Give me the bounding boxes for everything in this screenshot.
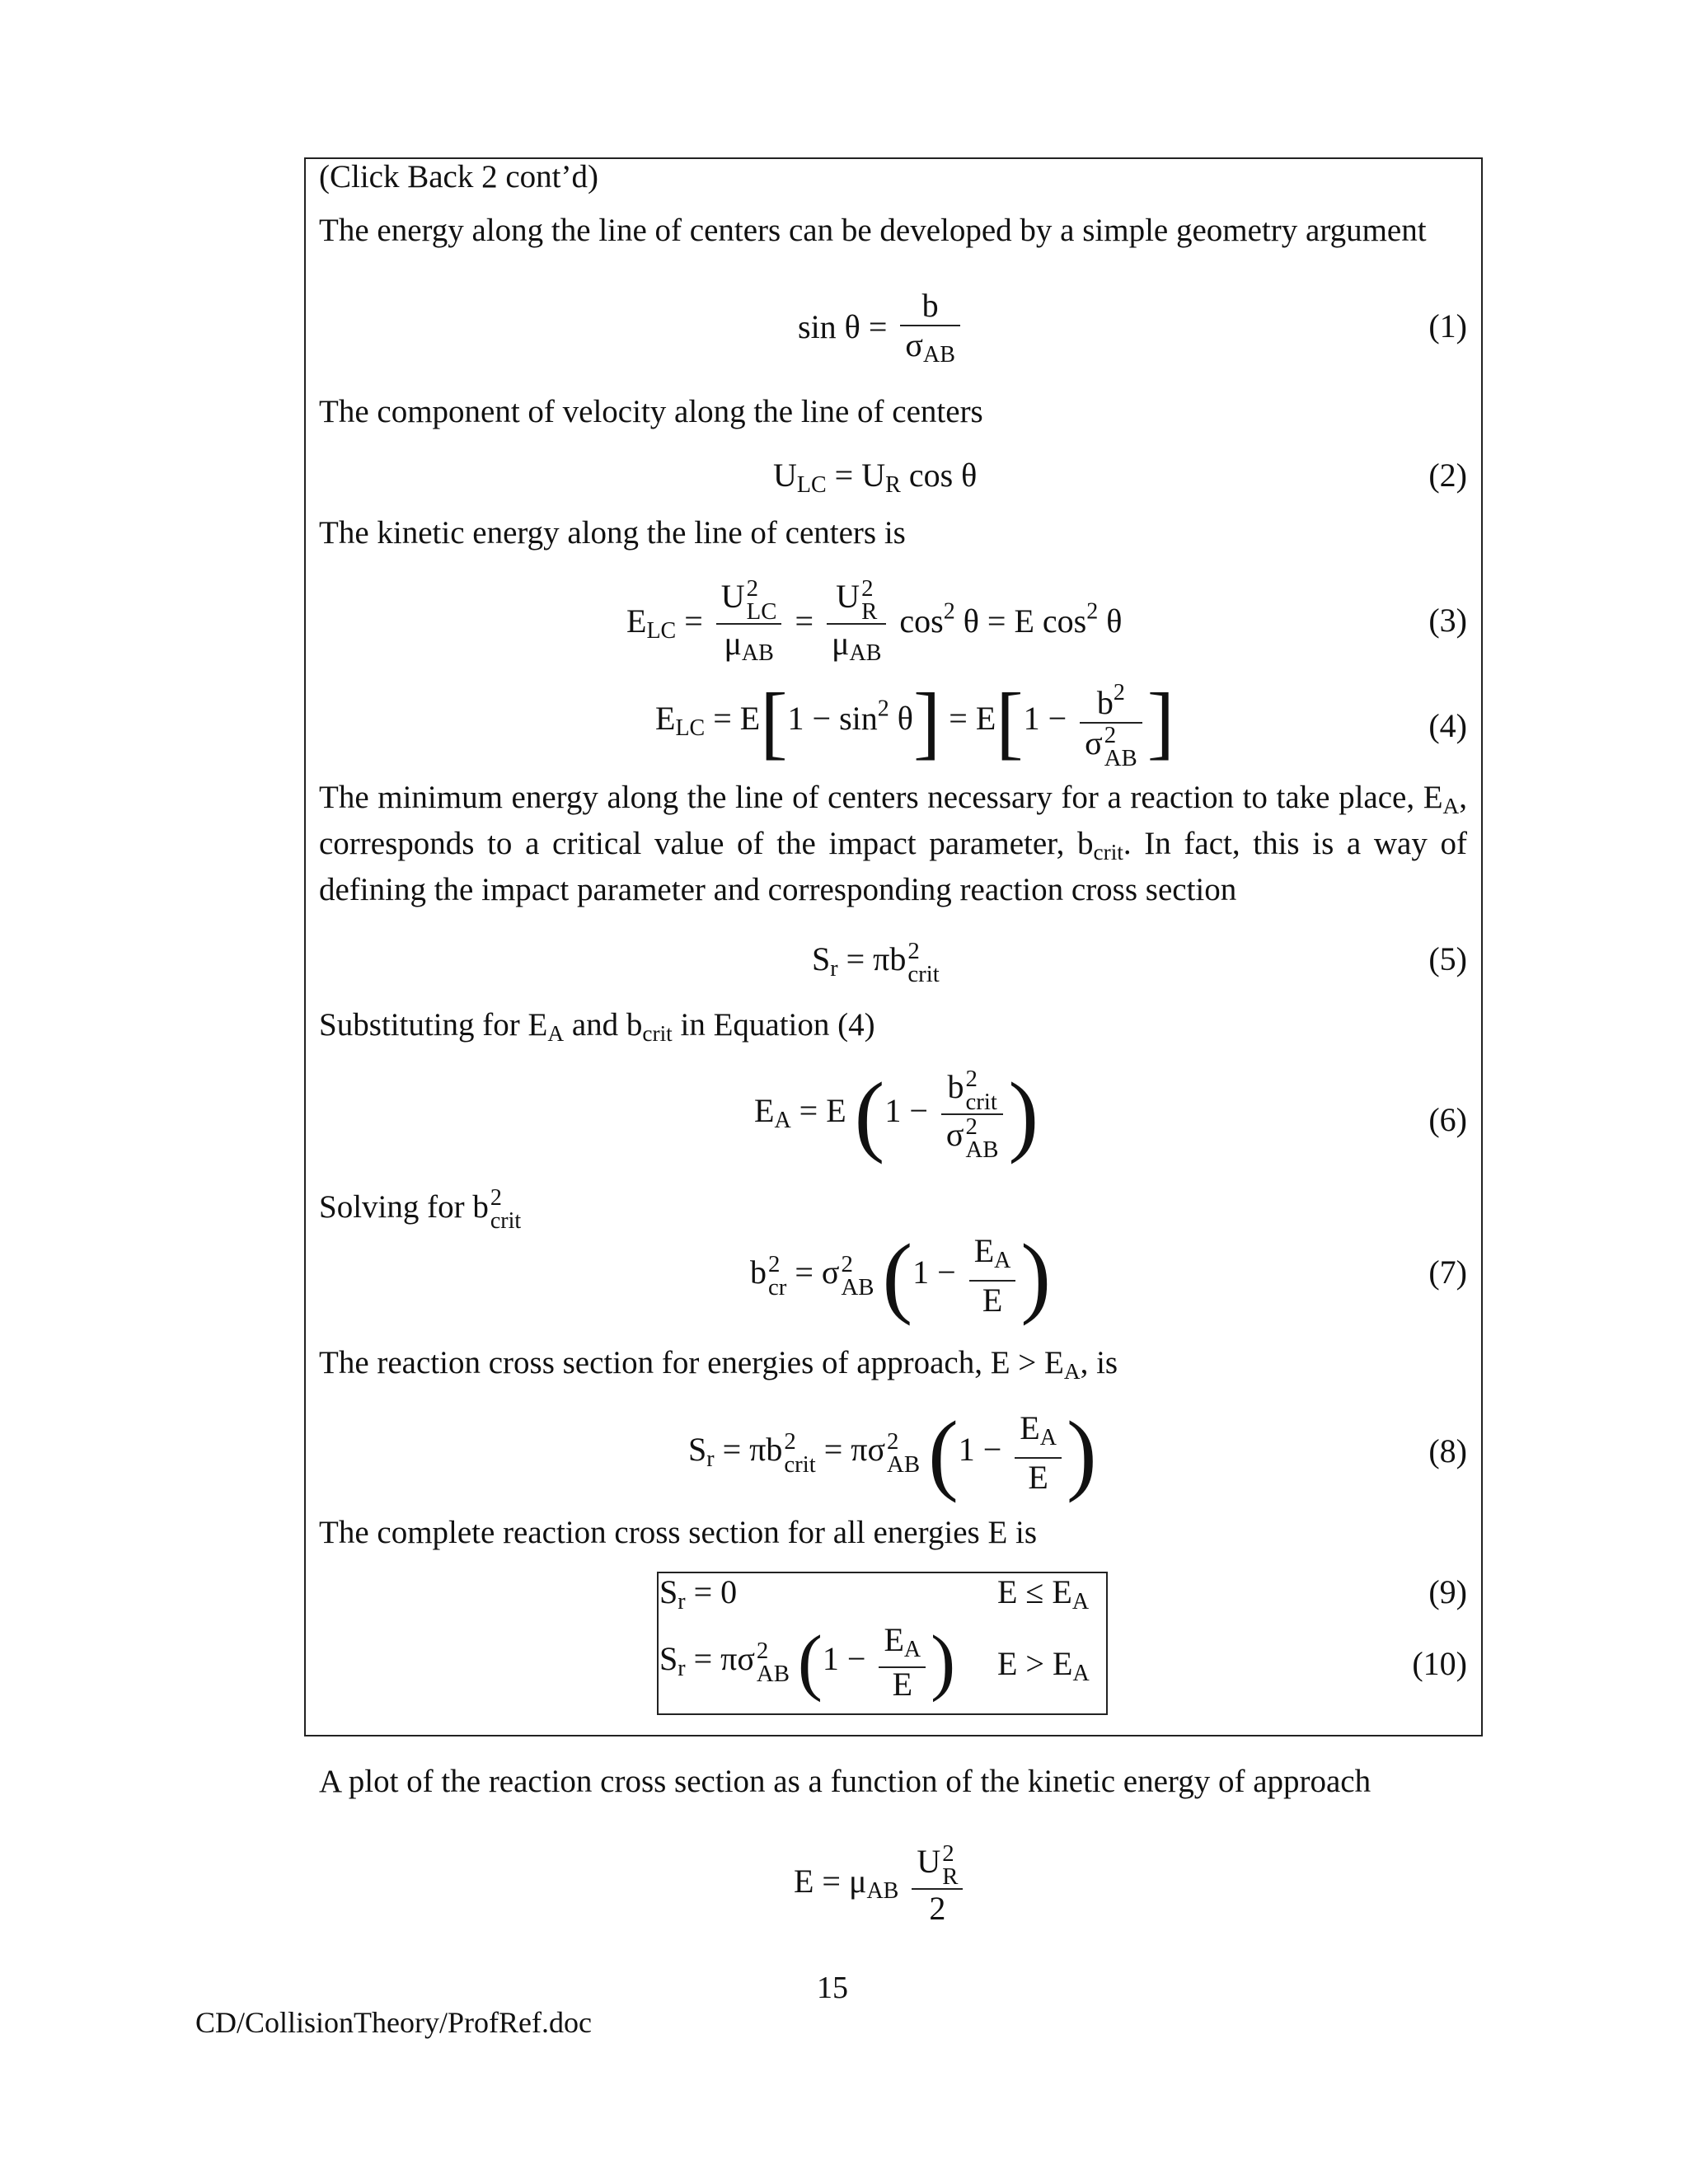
- equation-9-condition: $E \le E_A$: [997, 1573, 1090, 1615]
- paragraph-kinetic: The kinetic energy along the line of centers is: [319, 515, 906, 551]
- equation-4: $E_{LC} = E[1 - \sin^2 \theta] = E[1$ − $b^2$ σ2 AB ]: [655, 675, 1175, 771]
- eq8-fraction: $\frac{E_A}{E}$: [1015, 1409, 1062, 1497]
- equation-number-9: (9): [1428, 1573, 1467, 1610]
- paragraph-solving: Solving for b2 crit: [319, 1185, 522, 1234]
- equation-2: $U_{LC} = U_R$ cos θ: [773, 457, 978, 498]
- paragraph-complete: The complete reaction cross section for all energies E is: [319, 1515, 1038, 1550]
- box-header: (Click Back 2 cont’d): [319, 159, 598, 194]
- paragraph-velocity: The component of velocity along the line of centers: [319, 394, 983, 429]
- eq1-numerator: b: [900, 287, 959, 326]
- paragraph-geometry: The energy along the line of centers can be developed by a simple geometry argument: [319, 213, 1427, 248]
- equation-number-2: (2): [1428, 457, 1467, 494]
- paragraph-plot: A plot of the reaction cross section as a function of the kinetic energy of approach: [319, 1764, 1372, 1799]
- paragraph-approach-energies: The reaction cross section for energies of approach, $E > E_A$, is: [319, 1345, 1118, 1384]
- equation-number-6: (6): [1428, 1101, 1467, 1138]
- eq1-fraction: [900, 287, 959, 374]
- footer-path: CD/CollisionTheory/ProfRef.doc: [195, 2006, 592, 2039]
- equation-1: [798, 287, 965, 374]
- page-number: 15: [817, 1971, 848, 2005]
- equation-number-5: (5): [1428, 940, 1467, 977]
- equation-7: b2 cr = σ2 AB (1 − $\frac{E_A}{E}$ ): [750, 1226, 1052, 1326]
- equation-9-lhs: $S_r = 0$: [659, 1573, 738, 1615]
- eq3-fraction-2: U2 R $\mu_{AB}$: [827, 577, 886, 673]
- equation-number-1: (1): [1428, 307, 1467, 344]
- eq3-fraction-1: U2 LC $\mu_{AB}$: [716, 577, 782, 673]
- eq10-fraction: $\frac{E_A}{E}$: [879, 1624, 926, 1701]
- equation-kinetic-energy: $E = \mu_{AB}$ U2 R 2: [794, 1842, 968, 1928]
- equation-number-10: (10): [1412, 1645, 1467, 1682]
- eq11-fraction: U2 R 2: [912, 1842, 963, 1928]
- equation-3: $E_{LC}$ = U2 LC $\mu_{AB}$ = U2 R $\mu_{AB}$ $\cos^2 \theta = E$ $\cos^2 \theta$: [626, 577, 1122, 673]
- equation-number-7: (7): [1428, 1254, 1467, 1291]
- equation-number-8: (8): [1428, 1432, 1467, 1469]
- eq6-fraction: b2 crit σ2 AB: [941, 1067, 1004, 1161]
- equation-10-condition: $E > E_A$: [997, 1645, 1090, 1686]
- equation-6: $E_A = E$ (1 − b2 crit σ2 AB ): [754, 1064, 1039, 1165]
- eq7-fraction: $\frac{E_A}{E}$: [969, 1232, 1016, 1319]
- eq1-denominator: $\sigma_{AB}$: [905, 326, 955, 368]
- eq1-lhs: sin θ =: [798, 308, 888, 346]
- equation-number-4: (4): [1428, 707, 1467, 744]
- paragraph-substituting: Substituting for $E_A$ and $b_{crit}$ in Equation (4): [319, 1007, 875, 1046]
- equation-8: $S_r = \pi b2$ crit = πσ2 AB (1 − $\frac{E_A}{E}$ ): [688, 1403, 1097, 1503]
- equation-5: $S_r = \pi b2$ crit: [812, 938, 940, 987]
- paragraph-minimum-energy: The minimum energy along the line of centers necessary for a reaction to take place, $E_A$, corresponds to a critical value of the impact parameter, $b_{crit}$. In fact, this is a way of defining the impact parameter and corresponding reaction cross section: [319, 780, 1467, 907]
- eq4-fraction: $b^2$ σ2 AB: [1080, 674, 1142, 770]
- equation-number-3: (3): [1428, 602, 1467, 639]
- equation-10-lhs: $S_r = \pi\sigma 2$ AB (1 − $\frac{E_A}{E}$ ): [659, 1621, 956, 1703]
